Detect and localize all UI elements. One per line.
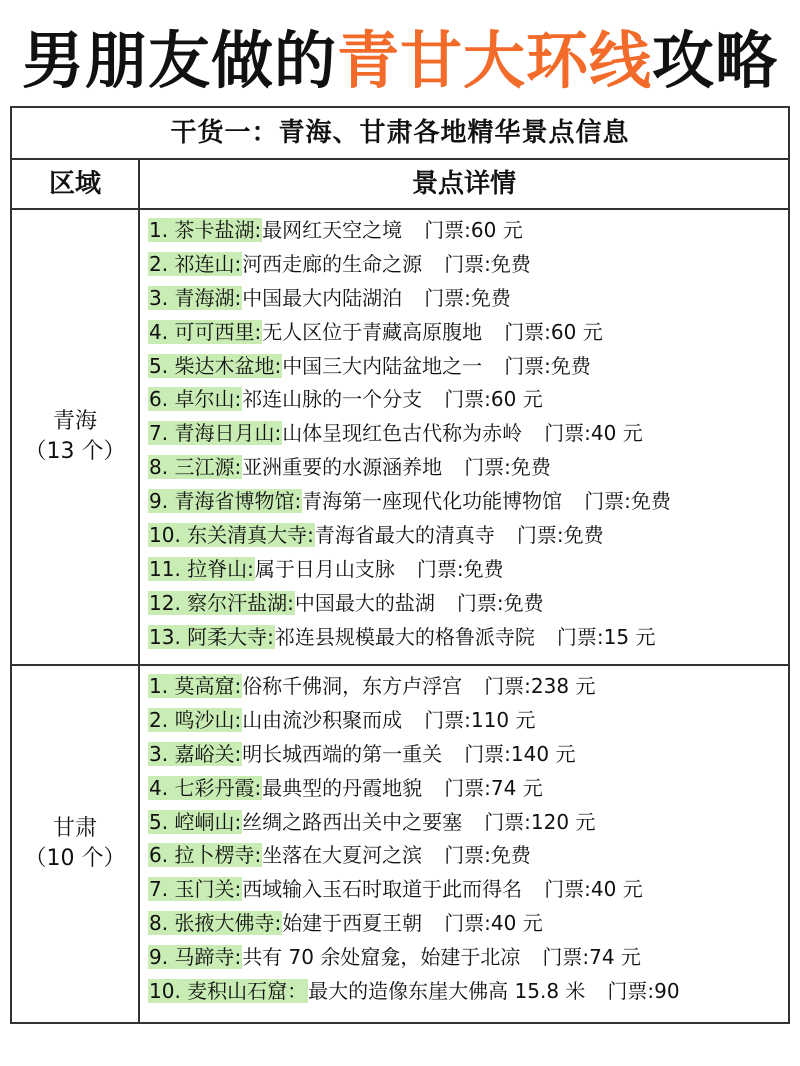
section-gansu — [12, 666, 788, 1022]
section-qinghai — [12, 210, 788, 666]
attraction-ticket: 门票:60 元 — [424, 218, 523, 242]
list-item — [148, 772, 788, 806]
attraction-desc: 无人区位于青藏高原腹地 — [262, 319, 483, 344]
attraction-ticket: 门票:40 元 — [544, 877, 643, 902]
attraction-name: 4. 七彩丹霞: — [149, 775, 262, 800]
attraction-desc: 山体呈现红色古代称为赤岭 — [282, 421, 523, 446]
list-item — [148, 417, 788, 451]
attraction-ticket: 门票:74 元 — [444, 775, 543, 800]
attraction-name: 7. 青海日月山: — [149, 421, 282, 446]
attraction-desc: 俗称千佛洞，东方卢浮宫 — [242, 674, 463, 698]
attraction-desc: 中国最大内陆湖泊 — [242, 285, 403, 310]
attraction-ticket: 门票:120 元 — [484, 809, 596, 834]
attraction-ticket: 门票:40 元 — [444, 911, 543, 936]
list-item — [148, 587, 788, 621]
list-item — [148, 282, 788, 316]
attraction-ticket: 门票:免费 — [444, 843, 531, 868]
attraction-ticket: 门票:60 元 — [504, 319, 603, 344]
attraction-desc: 中国最大的盐湖 — [294, 590, 435, 615]
attraction-name: 5. 崆峒山: — [149, 809, 242, 834]
header-region: 区域 — [48, 169, 101, 199]
entries-gansu — [148, 670, 788, 1009]
attraction-ticket: 门票:免费 — [424, 285, 511, 310]
attraction-ticket: 门票:60 元 — [444, 387, 543, 412]
attraction-desc: 明长城西端的第一重关 — [242, 741, 443, 766]
attraction-ticket: 门票:238 元 — [484, 674, 596, 698]
attraction-ticket: 门票:免费 — [444, 251, 531, 276]
list-item — [148, 214, 788, 248]
list-item — [148, 975, 788, 1009]
attraction-desc: 中国三大内陆盆地之一 — [282, 353, 483, 378]
region-count: （13 个） — [24, 439, 126, 464]
list-item — [148, 350, 788, 384]
region-cell-gansu — [12, 666, 138, 1022]
attraction-desc: 河西走廊的生命之源 — [242, 251, 423, 276]
list-item — [148, 806, 788, 840]
table-banner: 干货一：青海、甘肃各地精华景点信息 — [12, 108, 788, 160]
attraction-name: 6. 拉卜楞寺: — [149, 843, 262, 868]
attraction-ticket: 门票:免费 — [464, 455, 551, 480]
region-name: 甘肃 — [52, 816, 97, 841]
attraction-desc: 山由流沙积聚而成 — [242, 707, 403, 732]
attraction-ticket: 门票:40 元 — [544, 421, 643, 446]
page-title — [0, 18, 800, 104]
attraction-ticket: 门票:74 元 — [542, 945, 641, 970]
attraction-name: 9. 马蹄寺: — [149, 945, 242, 970]
attraction-desc: 最大的造像东崖大佛高 15.8 米 — [308, 979, 586, 1004]
list-item — [148, 621, 788, 655]
attraction-name: 2. 鸣沙山: — [149, 707, 242, 732]
attraction-desc: 最网红天空之境 — [262, 218, 403, 242]
header-detail: 景点详情 — [411, 169, 516, 199]
attraction-name: 7. 玉门关: — [149, 877, 242, 902]
attraction-desc: 共有 70 余处窟龛，始建于北凉 — [242, 945, 521, 970]
attraction-name: 5. 柴达木盆地: — [149, 353, 282, 378]
attraction-name: 6. 卓尔山: — [149, 387, 242, 412]
title-accent: 青甘大环线 — [336, 24, 652, 97]
attraction-desc: 属于日月山支脉 — [254, 556, 395, 581]
attraction-ticket: 门票:90 — [607, 979, 680, 1004]
attraction-ticket: 门票:免费 — [416, 556, 504, 581]
list-item — [148, 519, 788, 553]
title-prefix: 男朋友做的 — [21, 24, 337, 97]
attraction-ticket: 门票:免费 — [504, 353, 591, 378]
attraction-name: 11. 拉脊山: — [149, 556, 254, 581]
attraction-ticket: 门票:免费 — [584, 489, 671, 514]
attraction-name: 13. 阿柔大寺: — [149, 624, 274, 649]
attraction-name: 1. 茶卡盐湖: — [149, 218, 262, 242]
region-count: （10 个） — [24, 846, 126, 871]
list-item — [148, 704, 788, 738]
list-item — [148, 485, 788, 519]
attraction-name: 4. 可可西里: — [149, 319, 262, 344]
table-header-row — [12, 160, 788, 210]
list-item — [148, 670, 788, 704]
attraction-name: 10. 东关清真大寺: — [149, 523, 314, 548]
attraction-desc: 亚洲重要的水源涵养地 — [242, 455, 443, 480]
attraction-desc: 西域输入玉石时取道于此而得名 — [242, 877, 523, 902]
list-item — [148, 383, 788, 417]
attraction-name: 10. 麦积山石窟： — [149, 979, 308, 1004]
attraction-name: 8. 张掖大佛寺: — [149, 911, 282, 936]
attraction-desc: 青海第一座现代化功能博物馆 — [302, 489, 563, 514]
list-item — [148, 451, 788, 485]
attraction-desc: 坐落在大夏河之滨 — [262, 843, 423, 868]
attraction-name: 3. 青海湖: — [149, 285, 242, 310]
list-item — [148, 738, 788, 772]
attraction-name: 8. 三江源: — [149, 455, 242, 480]
list-item — [148, 839, 788, 873]
attraction-desc: 丝绸之路西出关中之要塞 — [242, 809, 463, 834]
entries-qinghai — [148, 214, 788, 655]
list-item — [148, 907, 788, 941]
attraction-name: 9. 青海省博物馆: — [149, 489, 302, 514]
region-cell-qinghai — [12, 210, 138, 664]
region-name: 青海 — [52, 409, 97, 434]
title-suffix: 攻略 — [652, 24, 779, 97]
attraction-desc: 始建于西夏王朝 — [282, 911, 423, 936]
attractions-table — [10, 106, 790, 1024]
attraction-name: 2. 祁连山: — [149, 251, 242, 276]
attraction-ticket: 门票:15 元 — [556, 624, 656, 649]
attraction-name: 1. 莫高窟: — [149, 674, 242, 698]
list-item — [148, 941, 788, 975]
attraction-desc: 祁连县规模最大的格鲁派寺院 — [274, 624, 535, 649]
attraction-desc: 青海省最大的清真寺 — [314, 523, 495, 548]
attraction-desc: 祁连山脉的一个分支 — [242, 387, 423, 412]
attraction-name: 3. 嘉峪关: — [149, 741, 242, 766]
attraction-ticket: 门票:140 元 — [464, 741, 576, 766]
list-item — [148, 873, 788, 907]
attraction-name: 12. 察尔汗盐湖: — [149, 590, 294, 615]
attraction-desc: 最典型的丹霞地貌 — [262, 775, 423, 800]
attraction-ticket: 门票:免费 — [456, 590, 544, 615]
list-item — [148, 248, 788, 282]
attraction-ticket: 门票:110 元 — [424, 707, 536, 732]
list-item — [148, 316, 788, 350]
list-item — [148, 553, 788, 587]
attraction-ticket: 门票:免费 — [516, 523, 604, 548]
